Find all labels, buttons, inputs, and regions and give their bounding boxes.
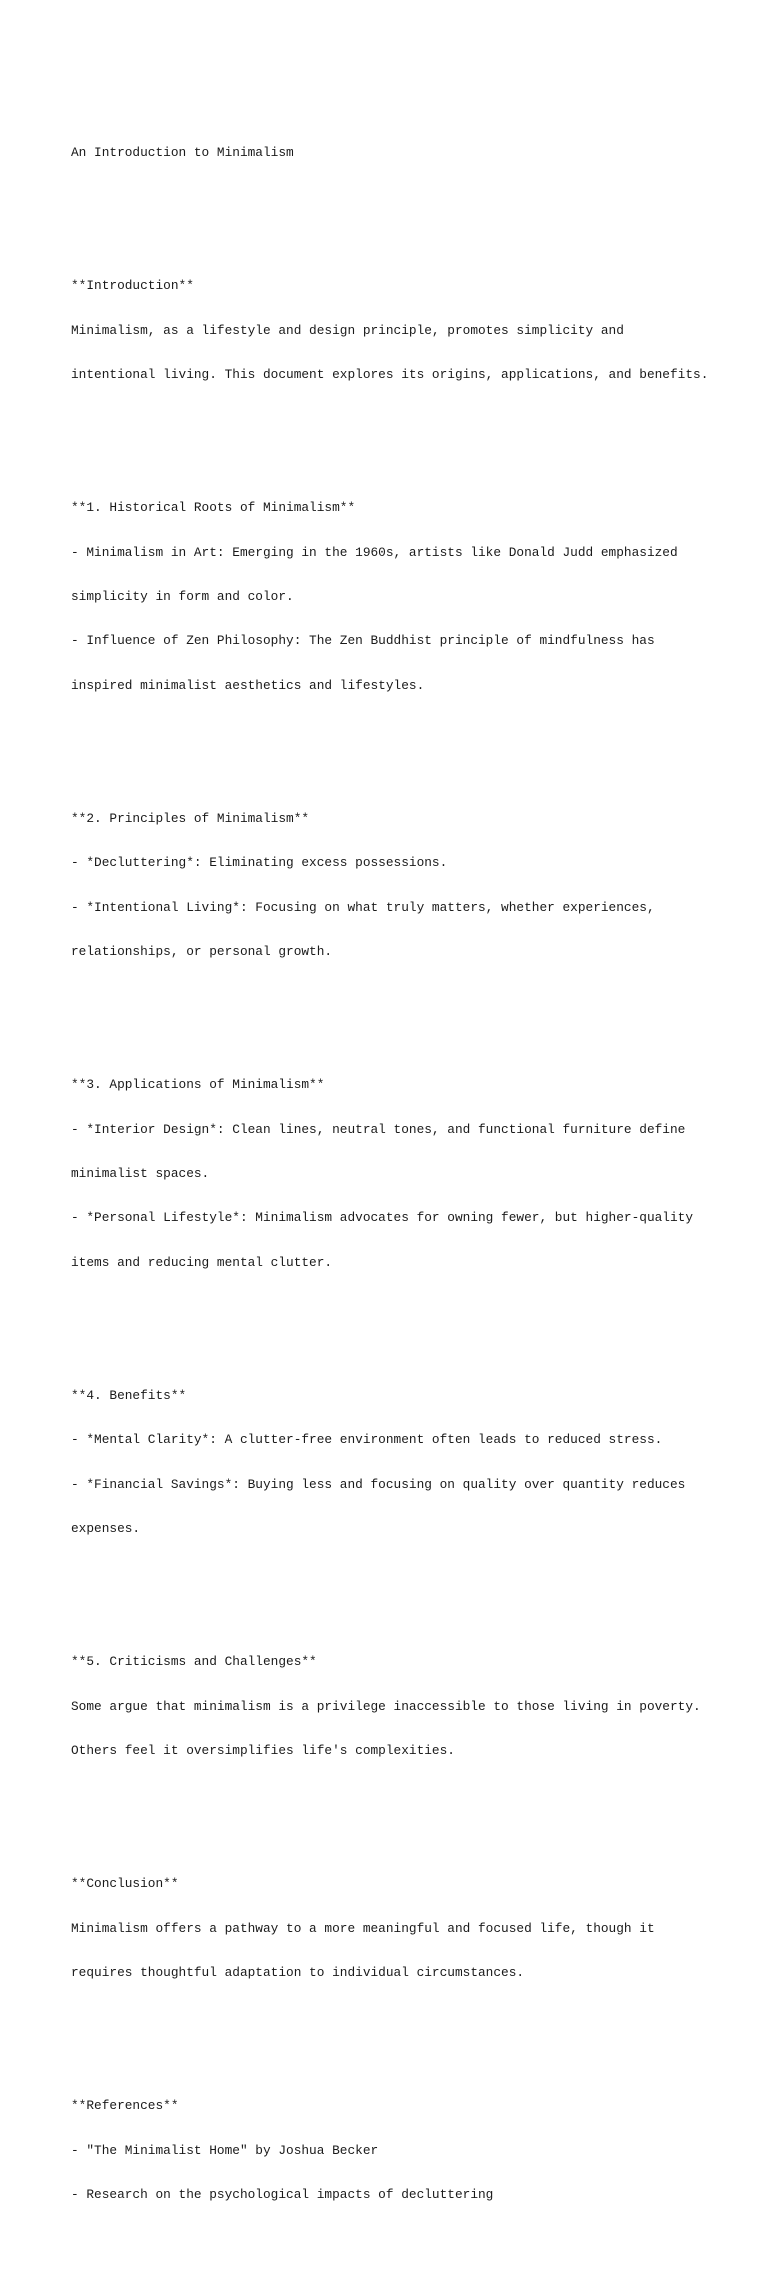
section-references	[71, 2070, 711, 2233]
section-heading: **3. Applications of Minimalism**	[71, 1077, 325, 1093]
section-introduction	[71, 250, 711, 413]
section-heading: **1. Historical Roots of Minimalism**	[71, 500, 356, 516]
section-line: requires thoughtful adaptation to individual circumstances.	[71, 1965, 525, 1980]
section-heading: **Introduction**	[71, 278, 194, 294]
section-benefits	[71, 1359, 711, 1566]
section-line: Minimalism, as a lifestyle and design principle, promotes simplicity and	[71, 322, 624, 338]
reference-item: - Research on the psychological impacts of decluttering	[71, 2186, 494, 2202]
document-page	[71, 72, 711, 2277]
document-title-block	[71, 116, 711, 190]
section-line: Minimalism offers a pathway to a more meaningful and focused life, though it	[71, 1920, 655, 1936]
section-principles	[71, 782, 711, 989]
section-line: - Influence of Zen Philosophy: The Zen Buddhist principle of mindfulness has	[71, 633, 655, 649]
section-line: simplicity in form and color.	[71, 588, 294, 604]
section-heading: **Conclusion**	[71, 1876, 179, 1892]
section-line: minimalist spaces.	[71, 1165, 210, 1181]
reference-item: - "The Minimalist Home" by Joshua Becker	[71, 2142, 379, 2158]
section-line: - *Financial Savings*: Buying less and focusing on quality over quantity reduces	[71, 1476, 686, 1492]
section-line: Others feel it oversimplifies life's complexities.	[71, 1743, 455, 1759]
section-criticisms	[71, 1626, 711, 1789]
section-heading: **4. Benefits**	[71, 1387, 187, 1403]
section-line: - *Intentional Living*: Focusing on what truly matters, whether experiences,	[71, 899, 655, 915]
section-heading: **5. Criticisms and Challenges**	[71, 1654, 317, 1670]
section-line: inspired minimalist aesthetics and lifestyles.	[71, 677, 425, 693]
section-line: items and reducing mental clutter.	[71, 1254, 333, 1270]
section-heading: **2. Principles of Minimalism**	[71, 810, 310, 826]
section-line: relationships, or personal growth.	[71, 944, 333, 960]
document-title: An Introduction to Minimalism	[71, 144, 294, 160]
section-conclusion	[71, 1848, 711, 2011]
section-line: - *Decluttering*: Eliminating excess possessions.	[71, 855, 448, 871]
section-line: expenses.	[71, 1521, 141, 1537]
section-applications	[71, 1049, 711, 1301]
section-line: - Minimalism in Art: Emerging in the 1960s, artists like Donald Judd emphasized	[71, 544, 678, 560]
section-line: - *Personal Lifestyle*: Minimalism advocates for owning fewer, but higher-quality	[71, 1210, 694, 1226]
section-line: - *Mental Clarity*: A clutter-free environment often leads to reduced stress.	[71, 1432, 663, 1448]
section-historical-roots	[71, 472, 711, 724]
section-heading: **References**	[71, 2098, 179, 2114]
section-line: intentional living. This document explores its origins, applications, and benefits.	[71, 366, 709, 382]
section-line: Some argue that minimalism is a privilege inaccessible to those living in poverty.	[71, 1698, 701, 1714]
section-line: - *Interior Design*: Clean lines, neutral tones, and functional furniture define	[71, 1121, 686, 1137]
